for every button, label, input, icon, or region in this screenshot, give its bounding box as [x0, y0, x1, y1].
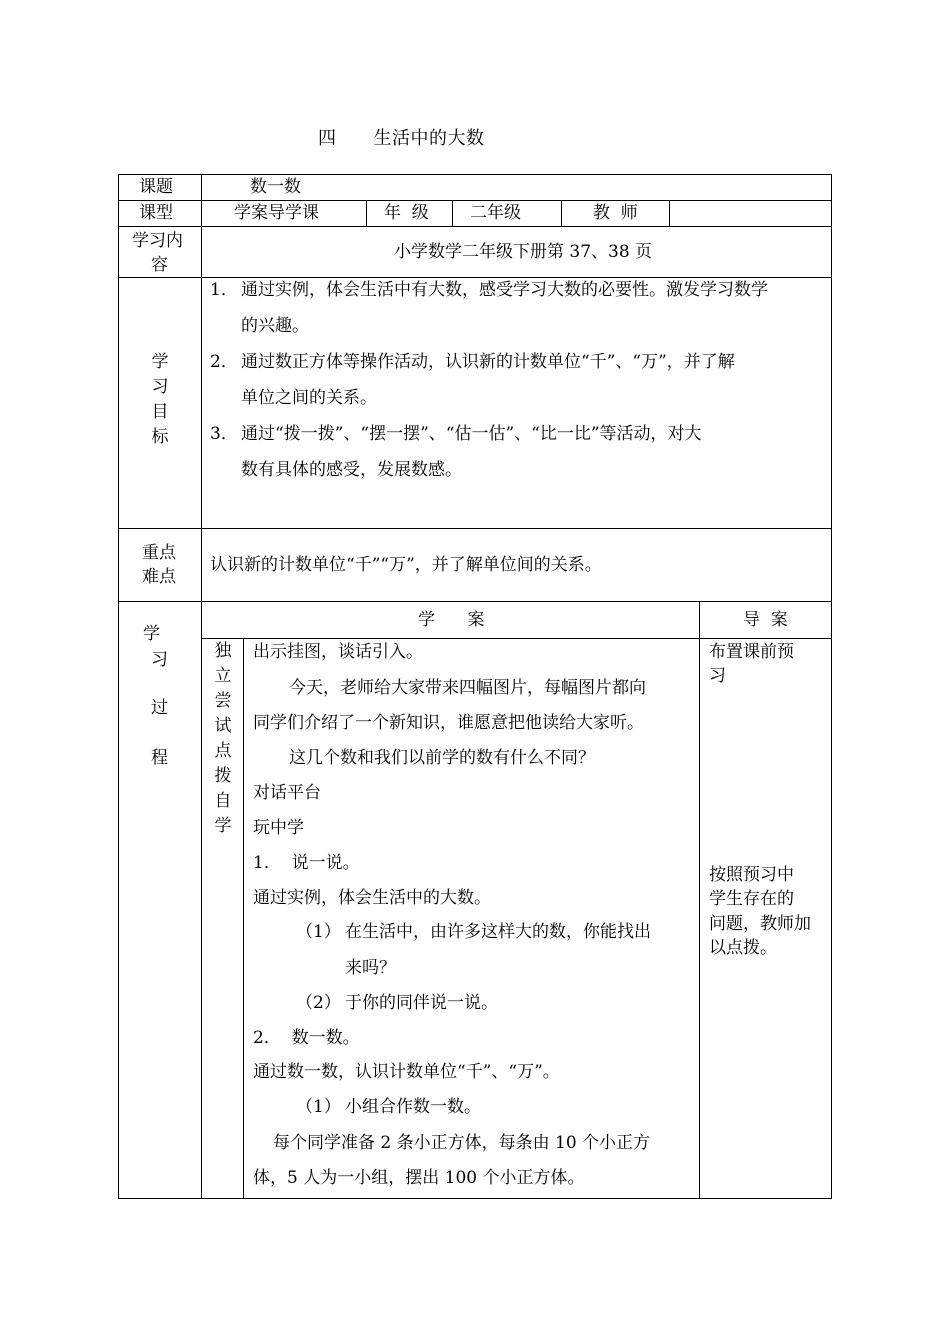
goals-label-char: 目 [151, 402, 169, 422]
topic-label: 课题 [139, 177, 173, 197]
goals-label [150, 354, 170, 454]
goal-2-line1: 通过数正方体等操作活动，认识新的计数单位“千”、“万”，并了解 [241, 352, 735, 372]
sub-label-char: 试 [214, 716, 232, 736]
sub-label-char: 点 [214, 741, 232, 761]
content-label-line2: 容 [151, 255, 168, 275]
table-border-type-c1 [366, 200, 367, 226]
goal-3-line2: 数有具体的感受，发展数感。 [241, 460, 462, 480]
goal-2-num: 2． [210, 352, 238, 372]
sub-label-char: 独 [214, 641, 232, 661]
table-border-row4 [118, 528, 832, 529]
topic-value: 数一数 [250, 177, 301, 197]
process-line: 同学们介绍了一个新知识，谁愿意把他读给大家听。 [253, 713, 644, 733]
teacher-label: 教 师 [593, 203, 638, 223]
process-line: 在生活中，由许多这样大的数，你能找出 [345, 922, 651, 942]
process-line: 来吗？ [345, 958, 396, 978]
process-label-char: 学 [143, 624, 160, 644]
process-line: （2） [296, 993, 341, 1013]
sub-label-char: 尝 [214, 691, 232, 711]
page-title: 四 生活中的大数 [318, 128, 485, 149]
goals-label-char: 标 [151, 427, 169, 447]
grade-value: 二年级 [470, 203, 521, 223]
process-line: 玩中学 [253, 818, 304, 838]
table-border-right [831, 174, 832, 1199]
process-label-char: 过 [151, 698, 168, 718]
goal-3-line1: 通过“拨一拨”、“摆一摆”、“估一估”、“比一比”等活动，对大 [241, 424, 702, 444]
keypoints-label-line2: 难点 [142, 567, 176, 587]
table-border-process-header [201, 638, 832, 639]
guide-line: 学生存在的 [709, 889, 794, 909]
goal-1-line1: 通过实例，体会生活中有大数，感受学习大数的必要性。激发学习数学 [241, 280, 768, 300]
table-border-type-c4 [669, 200, 670, 226]
grade-label: 年 级 [384, 203, 429, 223]
guide-line: 习 [709, 666, 726, 686]
content-value: 小学数学二年级下册第 37、38 页 [394, 242, 653, 262]
table-border-row5 [118, 601, 832, 602]
sub-label-char: 自 [214, 791, 232, 811]
goal-1-line2: 的兴趣。 [241, 316, 309, 336]
keypoints-label-line1: 重点 [142, 543, 176, 563]
process-line: 2． 数一数。 [253, 1028, 360, 1048]
process-line: 对话平台 [253, 783, 321, 803]
sub-label-char: 立 [214, 666, 232, 686]
table-border-sub-label [243, 638, 244, 1199]
guide-line: 按照预习中 [709, 865, 794, 885]
xuean-header: 学 案 [418, 610, 485, 630]
table-border-row2 [118, 226, 832, 227]
process-label-char: 程 [151, 748, 168, 768]
table-border-label-col [201, 174, 202, 1199]
process-line: 体，5 人为一小组，摆出 100 个小正方体。 [253, 1168, 585, 1188]
goal-2-line2: 单位之间的关系。 [241, 388, 377, 408]
guide-line: 以点拨。 [709, 938, 777, 958]
table-border-guide-col [699, 601, 700, 1199]
type-value: 学案导学课 [234, 203, 319, 223]
goal-1-num: 1． [210, 280, 238, 300]
table-border-bottom [118, 1198, 832, 1199]
content-label-line1: 学习内 [132, 231, 183, 251]
guide-line: 问题，教师加 [709, 914, 811, 934]
process-line: 通过数一数，认识计数单位“千”、“万”。 [253, 1062, 560, 1082]
keypoints-value: 认识新的计数单位“千”“万”，并了解单位间的关系。 [210, 555, 602, 575]
process-line: 今天，老师给大家带来四幅图片，每幅图片都向 [289, 678, 646, 698]
table-border-type-c2 [452, 200, 453, 226]
process-label-char: 习 [151, 650, 168, 670]
table-border-row1 [118, 200, 832, 201]
goals-label-char: 学 [151, 352, 169, 372]
process-line: （1） [296, 922, 341, 942]
process-line: 于你的同伴说一说。 [345, 993, 498, 1013]
daoan-header: 导 案 [743, 610, 788, 630]
goal-3-num: 3． [210, 424, 238, 444]
goals-label-char: 习 [151, 377, 169, 397]
process-line: 1． 说一说。 [253, 853, 360, 873]
table-border-top [118, 174, 832, 175]
type-label: 课型 [139, 203, 173, 223]
guide-line: 布置课前预 [709, 642, 794, 662]
process-line: 每个同学准备 2 条小正方体，每条由 10 个小正方 [273, 1133, 651, 1153]
process-line: 这几个数和我们以前学的数有什么不同？ [289, 748, 595, 768]
process-line: 出示挂图，谈话引入。 [253, 642, 423, 662]
table-border-left [118, 174, 119, 1199]
sub-label-char: 学 [214, 816, 232, 836]
table-border-type-c3 [561, 200, 562, 226]
process-line: （1） [296, 1097, 341, 1117]
table-border-row3 [118, 277, 832, 278]
process-line: 小组合作数一数。 [345, 1097, 481, 1117]
sub-label-char: 拨 [214, 766, 232, 786]
sub-label [213, 643, 233, 843]
process-line: 通过实例，体会生活中的大数。 [253, 888, 491, 908]
